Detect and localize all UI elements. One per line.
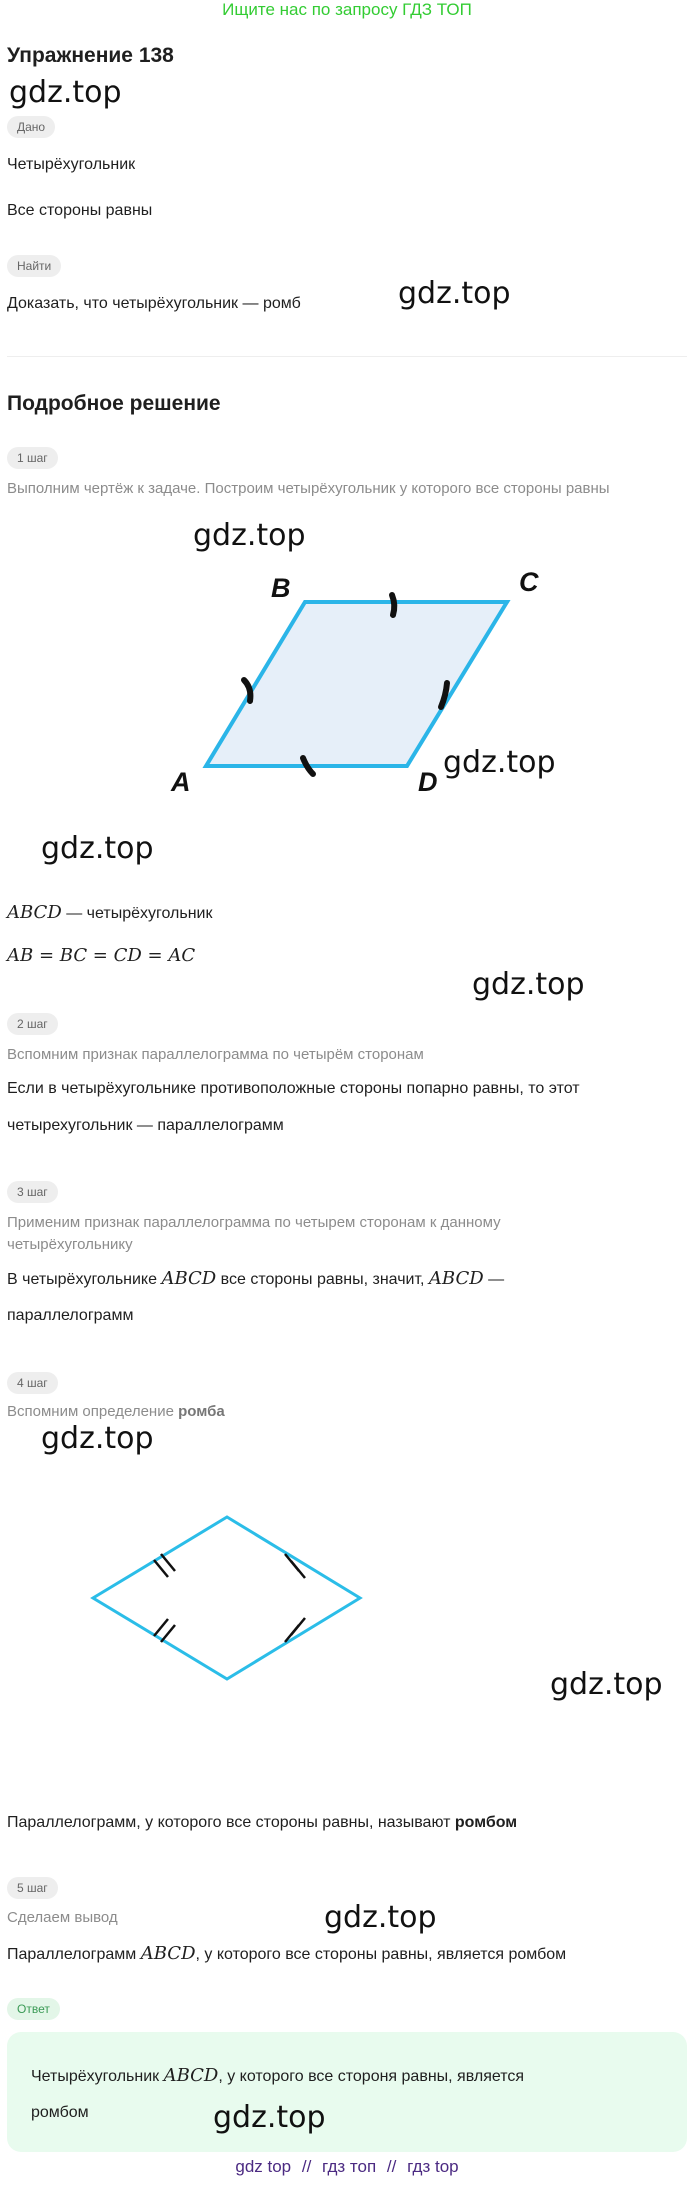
watermark: gdz.top [213, 2100, 326, 2135]
step3-tag: 3 шаг [7, 1181, 58, 1203]
given-tag: Дано [7, 116, 55, 138]
answer-t1: Четырёхугольник [31, 2068, 164, 2085]
math-abcd: ABCD [161, 1268, 217, 1289]
step3-desc-line1: Применим признак параллелограмма по четырем сторонам к данному [7, 1214, 501, 1231]
footer-separator: // [386, 2157, 397, 2176]
watermark: gdz.top [443, 745, 556, 780]
parallelogram-figure [0, 555, 694, 815]
watermark: gdz.top [472, 967, 585, 1002]
step4-desc-text: Вспомним определение [7, 1403, 179, 1420]
step3-line1 [7, 1267, 504, 1292]
watermark: gdz.top [550, 1667, 663, 1702]
find-tag: Найти [7, 255, 61, 277]
step4-def-text: Параллелограмм, у которого все стороны равны, называют [7, 1814, 455, 1831]
footer-link-gdz-top-ru[interactable]: гдз топ [322, 2157, 377, 2176]
double-tick-mark [161, 1554, 175, 1571]
answer-tag: Ответ [7, 1998, 60, 2020]
double-tick-mark [154, 1560, 168, 1577]
given-line1: Четырёхугольник [7, 156, 136, 173]
step2-text-line2: четырехугольник — параллелограмм [7, 1117, 284, 1134]
vertex-label-d: D [418, 767, 438, 797]
answer-t2: , у которого все стороня равны, является [218, 2068, 525, 2085]
footer-link-gdz-top-mixed[interactable]: гдз top [407, 2157, 459, 2176]
watermark: gdz.top [9, 75, 122, 110]
tick-mark-bc [392, 595, 394, 615]
math-abcd: ABCD [163, 2065, 219, 2086]
step5-t2: , у которого все стороны равны, является ромбом [195, 1946, 567, 1963]
double-tick-mark [161, 1625, 175, 1642]
top-banner[interactable]: Ищите нас по запросу ГДЗ ТОП [222, 0, 472, 19]
find-text: Доказать, что четырёхугольник — ромб [7, 295, 301, 312]
step3-t1: В четырёхугольнике [7, 1271, 162, 1288]
divider [7, 356, 687, 357]
math-equal-sides: AB = BC = CD = AC [7, 945, 196, 966]
step4-tag: 4 шаг [7, 1372, 58, 1394]
math-abcd: ABCD [7, 902, 62, 923]
rhombus-figure [0, 1500, 694, 1690]
vertex-label-a: A [171, 767, 191, 797]
step3-line2: параллелограмм [7, 1307, 134, 1324]
footer-links [0, 2157, 694, 2177]
exercise-title: Упражнение 138 [7, 44, 174, 67]
step4-desc [7, 1401, 225, 1423]
footer-separator: // [301, 2157, 312, 2176]
answer-text [31, 2058, 651, 2131]
step5-conclusion [7, 1942, 566, 1967]
step1-tag: 1 шаг [7, 447, 58, 469]
watermark: gdz.top [193, 518, 306, 553]
double-tick-mark [154, 1619, 168, 1636]
step1-desc: Выполним чертёж к задаче. Построим четырёхугольник у которого все стороны равны [7, 480, 610, 497]
step3-t3: — [483, 1271, 505, 1288]
step2-tag: 2 шаг [7, 1013, 58, 1035]
rhombus-shape [93, 1517, 360, 1679]
step5-tag: 5 шаг [7, 1877, 58, 1899]
step2-desc: Вспомним признак параллелограмма по четырём сторонам [7, 1046, 424, 1063]
watermark: gdz.top [398, 276, 511, 311]
step1-line1-text: — четырёхугольник [61, 905, 213, 922]
watermark: gdz.top [41, 831, 154, 866]
vertex-label-b: B [271, 573, 291, 603]
step5-t1: Параллелограмм [7, 1946, 141, 1963]
step1-line1 [7, 901, 212, 926]
step3-t2: все стороны равны, значит, [216, 1271, 429, 1288]
solution-title: Подробное решение [7, 392, 221, 415]
given-line2: Все стороны равны [7, 202, 153, 219]
step5-desc: Сделаем вывод [7, 1909, 118, 1926]
answer-t3: ромбом [31, 2104, 89, 2121]
step4-desc-bold: ромба [178, 1403, 225, 1420]
parallelogram-shape [206, 602, 507, 766]
step4-definition [7, 1811, 517, 1835]
math-abcd: ABCD [140, 1943, 196, 1964]
footer-link-gdz-top[interactable]: gdz top [235, 2157, 292, 2176]
math-abcd: ABCD [428, 1268, 484, 1289]
vertex-label-c: C [519, 567, 539, 597]
watermark: gdz.top [324, 1900, 437, 1935]
step3-desc-line2: четырёхугольнику [7, 1236, 133, 1253]
step2-text-line1: Если в четырёхугольнике противоположные стороны попарно равны, то этот [7, 1080, 580, 1097]
watermark: gdz.top [41, 1421, 154, 1456]
step1-line2 [7, 944, 195, 969]
step4-def-bold: ромбом [454, 1814, 518, 1831]
